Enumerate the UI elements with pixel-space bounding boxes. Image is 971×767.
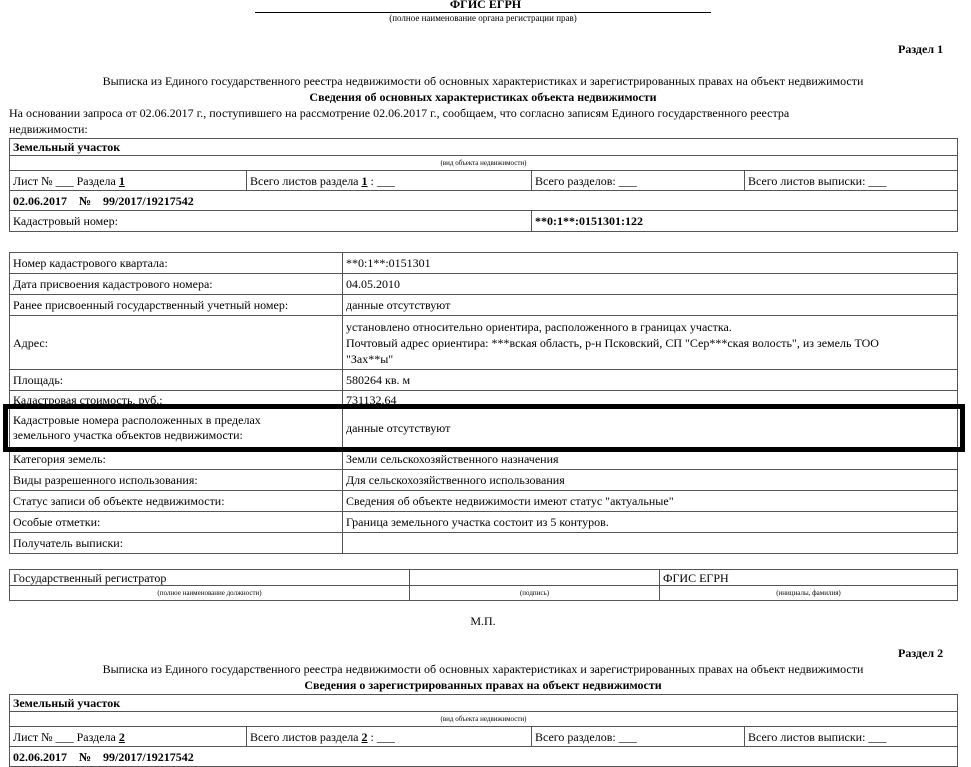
section-2-label: Раздел 2 (898, 646, 944, 660)
section-2-title: Выписка из Единого государственного реестра недвижимости об основных характеристиках и зарегистрированных правах на объект недвижимости (102, 662, 864, 676)
sheets-total: Всего листов выписки: ___ (745, 727, 958, 747)
cadastral-number-label: Кадастровый номер: (10, 211, 532, 232)
row-value: 580264 кв. м (343, 370, 958, 391)
table-row (10, 253, 958, 274)
row-value (343, 533, 958, 554)
table-row (10, 470, 958, 491)
row-value: Для сельскохозяйственного использования (343, 470, 958, 491)
row-label: Площадь: (10, 370, 343, 391)
registrar-name: ФГИС ЕГРН (660, 570, 958, 586)
row-value: данные отсутствуют (343, 408, 958, 449)
sheet-number-value: 2 (118, 729, 125, 744)
registrar-position: Государственный регистратор (10, 570, 410, 586)
table-row (10, 295, 958, 316)
section-2-header-table (9, 694, 958, 767)
date-number: 02.06.2017 № 99/2017/19217542 (10, 191, 958, 211)
row-label: Кадастровая стоимость, руб.: (10, 391, 343, 408)
sections-total: Всего разделов: ___ (532, 171, 745, 191)
table-row (10, 370, 958, 391)
position-caption: (полное наименование должности) (10, 586, 410, 601)
section-1-label: Раздел 1 (898, 42, 944, 56)
object-type-caption: (вид объекта недвижимости) (10, 712, 958, 727)
row-value: **0:1**:0151301 (343, 253, 958, 274)
row-label: Адрес: (10, 316, 343, 370)
table-row (10, 512, 958, 533)
row-value: Земли сельскохозяйственного назначения (343, 449, 958, 470)
row-label: Виды разрешенного использования: (10, 470, 343, 491)
section-1-title: Выписка из Единого государственного реестра недвижимости об основных характеристиках и зарегистрированных правах на объект недвижимости (102, 74, 864, 88)
row-value: 731132.64 (343, 391, 958, 408)
signature-table (9, 569, 958, 601)
row-value: данные отсутствуют (343, 295, 958, 316)
address-value: установлено относительно ориентира, расположенного в границах участка. Почтовый адрес ориентира: ***вская область, р-н Псковский, СП "Сер***ская волость", из земель ТОО "Зах**ы" (343, 316, 958, 370)
table-row (10, 316, 958, 370)
row-label: Кадастровые номера расположенных в пределах земельного участка объектов недвижимости: (10, 408, 343, 449)
sheets-total: Всего листов выписки: ___ (745, 171, 958, 191)
name-caption: (инициалы, фамилия) (660, 586, 958, 601)
row-value: Граница земельного участка состоит из 5 контуров. (343, 512, 958, 533)
row-label: Номер кадастрового квартала: (10, 253, 343, 274)
row-label: Дата присвоения кадастрового номера: (10, 274, 343, 295)
row-label: Статус записи об объекте недвижимости: (10, 491, 343, 512)
section-1-subtitle: Сведения об основных характеристиках объекта недвижимости (309, 90, 657, 104)
object-type-caption: (вид объекта недвижимости) (10, 156, 958, 171)
cadastral-number-value: **0:1**:0151301:122 (532, 211, 958, 232)
row-label: Получатель выписки: (10, 533, 343, 554)
table-row (10, 491, 958, 512)
request-basis-line-1: На основании запроса от 02.06.2017 г., поступившего на рассмотрение 02.06.2017 г., сообщаем, что согласно записям Единого государственного реестра (9, 106, 790, 120)
row-label: Особые отметки: (10, 512, 343, 533)
row-value: 04.05.2010 (343, 274, 958, 295)
stamp-place: М.П. (470, 614, 496, 628)
row-label: Категория земель: (10, 449, 343, 470)
object-type: Земельный участок (10, 695, 958, 712)
section-2-subtitle: Сведения о зарегистрированных правах на объект недвижимости (304, 678, 662, 692)
sheet-number-cell: Лист № ___ Раздела 1 (10, 171, 247, 191)
characteristics-table (9, 252, 958, 554)
row-value: Сведения об объекте недвижимости имеют статус "актуальные" (343, 491, 958, 512)
row-label: Ранее присвоенный государственный учетный номер: (10, 295, 343, 316)
section-1-header-table (9, 138, 958, 232)
object-type: Земельный участок (10, 139, 958, 156)
request-basis-line-2: недвижимости: (9, 122, 88, 136)
date-number: 02.06.2017 № 99/2017/19217542 (10, 747, 958, 767)
table-row-highlighted (10, 408, 958, 449)
table-row (10, 274, 958, 295)
table-row (10, 533, 958, 554)
sheets-in-section-cell: Всего листов раздела 1 : ___ (247, 171, 532, 191)
sheets-in-section-cell: Всего листов раздела 2 : ___ (247, 727, 532, 747)
sheet-number-value: 1 (118, 173, 125, 188)
table-row (10, 449, 958, 470)
org-name: ФГИС ЕГРН (449, 0, 522, 11)
table-row (10, 391, 958, 408)
sheet-number-cell: Лист № ___ Раздела 2 (10, 727, 247, 747)
signature-caption: (подпись) (410, 586, 660, 601)
signature-cell (410, 570, 660, 586)
sections-total: Всего разделов: ___ (532, 727, 745, 747)
org-caption: (полное наименование органа регистрации прав) (389, 13, 577, 23)
